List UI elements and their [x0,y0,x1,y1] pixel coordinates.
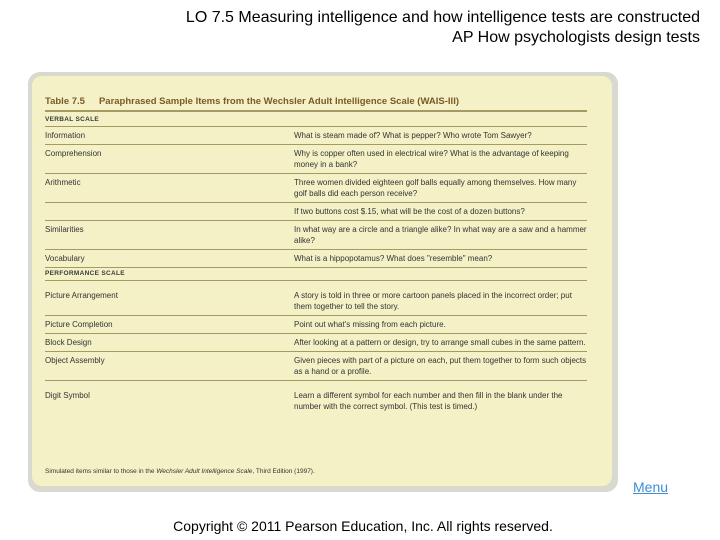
row-description: What is a hippopotamus? What does "resemble" mean? [294,254,493,263]
section-label-performance: PERFORMANCE SCALE [45,268,587,281]
footnote-source: Wechsler Adult Intelligence Scale [156,468,253,475]
table-row [45,381,587,415]
copyright-notice [0,518,720,534]
row-description: In what way are a circle and a triangle alike? In what way are a saw and a hammer alike? [294,225,587,245]
footnote-prefix: Simulated items similar to those in the [45,468,157,475]
table-body [45,114,587,415]
row-description: Learn a different symbol for each number and then fill in the blank under the number with the correct symbol. (This test is timed.) [294,391,563,411]
slide-title-line-2: AP How psychologists design tests [452,29,700,46]
table-number: Table 7.5 [45,96,85,107]
row-description: A story is told in three or more cartoon panels placed in the incorrect order; put them together to tell the story. [294,291,572,311]
slide-title-line-1: LO 7.5 Measuring intelligence and how intelligence tests are constructed [185,9,700,26]
row-label: Object Assembly [45,356,105,365]
table-row [45,281,587,316]
table-row [45,174,587,203]
menu-link[interactable]: Menu [633,479,669,495]
row-description: Why is copper often used in electrical wire? What is the advantage of keeping money in a bank? [294,149,569,169]
row-label: Similarities [45,225,84,234]
table-title: Paraphrased Sample Items from the Wechsler Adult Intelligence Scale (WAIS-III) [98,96,459,107]
row-label: Digit Symbol [45,391,90,400]
table-row [45,334,587,352]
table-row [45,250,587,268]
row-label: Picture Completion [45,320,113,329]
row-description: After looking at a pattern or design, try to arrange small cubes in the same pattern. [294,338,586,347]
row-label: Comprehension [45,149,102,158]
table-row [45,316,587,334]
table-row [45,352,587,381]
row-description: Given pieces with part of a picture on each, put them together to form such objects as a hand or a profile. [294,356,587,376]
row-label: Vocabulary [45,254,85,263]
row-description: Point out what's missing from each picture. [294,320,446,329]
table-card [32,76,612,486]
row-label: Block Design [45,338,92,347]
row-description-extra: If two buttons cost $.15, what will be the cost of a dozen buttons? [45,203,587,221]
copyright-text: Copyright © 2011 Pearson Education, Inc. All rights reserved. [173,518,553,534]
row-label: Picture Arrangement [45,291,118,300]
section-label-verbal: VERBAL SCALE [45,114,587,127]
table-heading [45,96,600,107]
table-row [45,145,587,174]
heading-divider [45,110,587,112]
table-row [45,127,587,145]
table-footnote [45,468,315,475]
row-label: Arithmetic [45,178,81,187]
row-description: Three women divided eighteen golf balls equally among themselves. How many golf balls did each person receive? [294,178,577,198]
slide-title [10,8,700,48]
row-description: What is steam made of? What is pepper? Who wrote Tom Sawyer? [294,131,532,140]
row-label: Information [45,131,86,140]
table-row [45,221,587,250]
footnote-suffix: , Third Edition (1997). [252,468,315,475]
